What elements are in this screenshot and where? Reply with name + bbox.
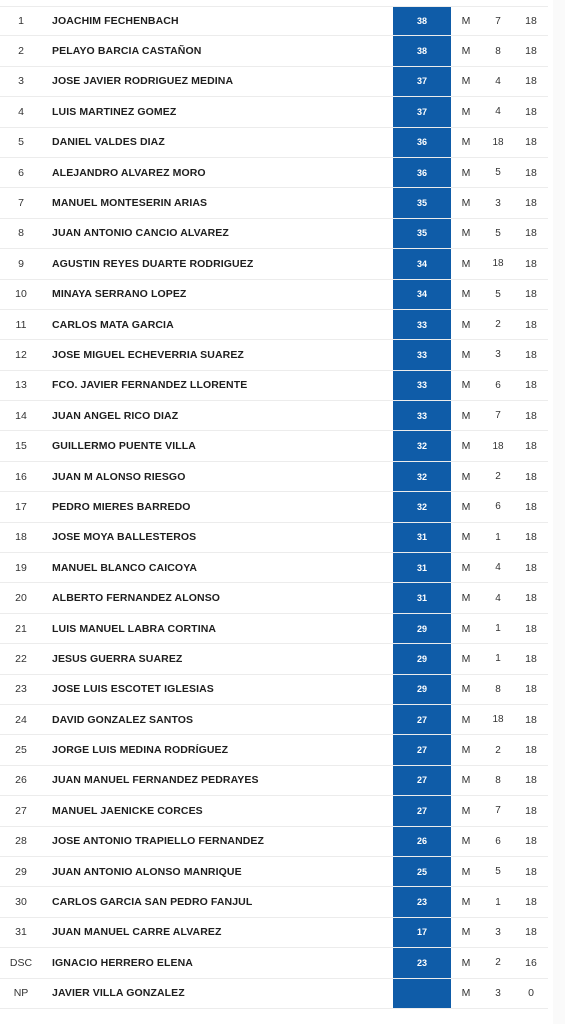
category-cell: 18 xyxy=(492,440,504,452)
category-cell: 18 xyxy=(492,136,504,148)
sex-cell: M xyxy=(461,896,471,909)
sex-cell: M xyxy=(461,318,471,331)
sex-cell: M xyxy=(461,227,471,240)
standings-table xyxy=(0,6,548,1009)
table-row[interactable] xyxy=(0,280,548,310)
player-name: JOSE ANTONIO TRAPIELLO FERNANDEZ xyxy=(52,835,265,848)
player-name: JORGE LUIS MEDINA RODRÍGUEZ xyxy=(52,744,229,757)
rounds-cell: 18 xyxy=(525,136,537,149)
table-row[interactable] xyxy=(0,735,548,765)
category-cell: 1 xyxy=(495,896,501,908)
category-cell: 2 xyxy=(495,957,501,969)
points-badge: 27 xyxy=(393,766,451,795)
position-cell: 5 xyxy=(18,136,24,149)
sex-cell: M xyxy=(461,470,471,483)
rounds-cell: 18 xyxy=(525,470,537,483)
points-badge: 29 xyxy=(393,614,451,643)
table-row[interactable] xyxy=(0,462,548,492)
position-cell: 4 xyxy=(18,105,24,118)
points-badge: 25 xyxy=(393,857,451,886)
position-cell: 17 xyxy=(15,500,27,513)
sex-cell: M xyxy=(461,835,471,848)
points-badge: 32 xyxy=(393,462,451,491)
position-cell: 26 xyxy=(15,774,27,787)
points-badge: 32 xyxy=(393,492,451,521)
table-row[interactable] xyxy=(0,583,548,613)
category-cell: 3 xyxy=(495,987,501,999)
rounds-cell: 18 xyxy=(525,561,537,574)
player-name: CARLOS GARCIA SAN PEDRO FANJUL xyxy=(52,896,253,909)
player-name: ALEJANDRO ALVAREZ MORO xyxy=(52,166,206,179)
rounds-cell: 18 xyxy=(525,348,537,361)
player-name: ALBERTO FERNANDEZ ALONSO xyxy=(52,592,221,605)
rounds-cell: 18 xyxy=(525,622,537,635)
sex-cell: M xyxy=(461,956,471,969)
category-cell: 7 xyxy=(495,805,501,817)
table-row[interactable] xyxy=(0,705,548,735)
player-name: JOACHIM FECHENBACH xyxy=(52,15,179,28)
sex-cell: M xyxy=(461,440,471,453)
player-name: JOSE JAVIER RODRIGUEZ MEDINA xyxy=(52,75,234,88)
rounds-cell: 18 xyxy=(525,926,537,939)
position-cell: 24 xyxy=(15,713,27,726)
table-row[interactable] xyxy=(0,887,548,917)
category-cell: 1 xyxy=(495,531,501,543)
table-row[interactable] xyxy=(0,6,548,36)
points-badge: 17 xyxy=(393,918,451,947)
player-name: DAVID GONZALEZ SANTOS xyxy=(52,713,194,726)
rounds-cell: 18 xyxy=(525,379,537,392)
table-row[interactable] xyxy=(0,310,548,340)
rounds-cell: 18 xyxy=(525,896,537,909)
position-cell: 13 xyxy=(15,379,27,392)
sex-cell: M xyxy=(461,409,471,422)
category-cell: 18 xyxy=(492,714,504,726)
position-cell: 7 xyxy=(18,197,24,210)
player-name: MANUEL JAENICKE CORCES xyxy=(52,804,203,817)
sex-cell: M xyxy=(461,774,471,787)
position-cell: 25 xyxy=(15,744,27,757)
position-cell: 23 xyxy=(15,683,27,696)
table-row[interactable] xyxy=(0,97,548,127)
table-row[interactable] xyxy=(0,614,548,644)
points-badge: 37 xyxy=(393,67,451,96)
sex-cell: M xyxy=(461,166,471,179)
position-cell: 20 xyxy=(15,592,27,605)
scrollbar[interactable] xyxy=(553,0,565,1024)
category-cell: 7 xyxy=(495,15,501,27)
sex-cell: M xyxy=(461,865,471,878)
player-name: JUAN ANTONIO CANCIO ALVAREZ xyxy=(52,227,229,240)
sex-cell: M xyxy=(461,561,471,574)
table-row[interactable] xyxy=(0,675,548,705)
category-cell: 8 xyxy=(495,45,501,57)
points-badge: 36 xyxy=(393,158,451,187)
sex-cell: M xyxy=(461,592,471,605)
rounds-cell: 18 xyxy=(525,592,537,605)
player-name: AGUSTIN REYES DUARTE RODRIGUEZ xyxy=(52,257,254,270)
sex-cell: M xyxy=(461,379,471,392)
category-cell: 6 xyxy=(495,379,501,391)
table-row[interactable] xyxy=(0,766,548,796)
points-badge: 29 xyxy=(393,675,451,704)
points-badge: 33 xyxy=(393,340,451,369)
table-row[interactable] xyxy=(0,188,548,218)
rounds-cell: 18 xyxy=(525,166,537,179)
player-name: JUAN MANUEL CARRE ALVAREZ xyxy=(52,926,222,939)
category-cell: 1 xyxy=(495,623,501,634)
points-badge: 27 xyxy=(393,735,451,764)
position-cell: DSC xyxy=(9,956,33,969)
points-badge: 27 xyxy=(393,796,451,825)
category-cell: 4 xyxy=(495,592,501,604)
sex-cell: M xyxy=(461,45,471,58)
sex-cell: M xyxy=(461,15,471,28)
sex-cell: M xyxy=(461,531,471,544)
player-name: MANUEL MONTESERIN ARIAS xyxy=(52,197,208,210)
position-cell: 29 xyxy=(15,865,27,878)
sex-cell: M xyxy=(461,136,471,149)
points-badge: 35 xyxy=(393,188,451,217)
player-name: JUAN M ALONSO RIESGO xyxy=(52,470,186,483)
points-badge: 26 xyxy=(393,827,451,856)
position-cell: 31 xyxy=(15,926,27,939)
rounds-cell: 18 xyxy=(525,227,537,240)
table-row[interactable] xyxy=(0,401,548,431)
sex-cell: M xyxy=(461,683,471,696)
player-name: FCO. JAVIER FERNANDEZ LLORENTE xyxy=(52,379,248,392)
category-cell: 2 xyxy=(495,471,501,483)
category-cell: 5 xyxy=(495,866,501,878)
position-cell: 2 xyxy=(18,45,24,58)
position-cell: 6 xyxy=(18,166,24,179)
sex-cell: M xyxy=(461,105,471,118)
sex-cell: M xyxy=(461,987,471,1000)
position-cell: 30 xyxy=(15,896,27,909)
category-cell: 4 xyxy=(495,106,501,118)
position-cell: 3 xyxy=(18,75,24,88)
points-badge: 38 xyxy=(393,36,451,65)
rounds-cell: 18 xyxy=(525,75,537,88)
player-name: LUIS MANUEL LABRA CORTINA xyxy=(52,622,217,635)
table-row[interactable] xyxy=(0,128,548,158)
rounds-cell: 18 xyxy=(525,15,537,28)
player-name: JUAN ANGEL RICO DIAZ xyxy=(52,409,179,422)
sex-cell: M xyxy=(461,622,471,635)
category-cell: 18 xyxy=(492,258,504,270)
category-cell: 6 xyxy=(495,835,501,847)
rounds-cell: 16 xyxy=(525,956,537,969)
rounds-cell: 18 xyxy=(525,45,537,58)
position-cell: 9 xyxy=(18,257,24,270)
position-cell: 14 xyxy=(15,409,27,422)
table-row[interactable] xyxy=(0,857,548,887)
rounds-cell: 18 xyxy=(525,409,537,422)
position-cell: 8 xyxy=(18,227,24,240)
points-badge: 32 xyxy=(393,431,451,460)
category-cell: 4 xyxy=(495,75,501,87)
points-badge: 33 xyxy=(393,310,451,339)
position-cell: 22 xyxy=(15,652,27,665)
table-row[interactable] xyxy=(0,827,548,857)
sex-cell: M xyxy=(461,75,471,88)
position-cell: 27 xyxy=(15,804,27,817)
sex-cell: M xyxy=(461,348,471,361)
rounds-cell: 18 xyxy=(525,683,537,696)
category-cell: 7 xyxy=(495,410,501,422)
position-cell: 12 xyxy=(15,348,27,361)
player-name: MANUEL BLANCO CAICOYA xyxy=(52,561,198,574)
rounds-cell: 0 xyxy=(528,987,534,1000)
player-name: MINAYA SERRANO LOPEZ xyxy=(52,288,187,301)
points-badge: 29 xyxy=(393,644,451,673)
position-cell: 1 xyxy=(18,15,24,28)
points-badge: 36 xyxy=(393,128,451,157)
position-cell: 19 xyxy=(15,561,27,574)
category-cell: 5 xyxy=(495,227,501,239)
rounds-cell: 18 xyxy=(525,440,537,453)
player-name: JOSE MOYA BALLESTEROS xyxy=(52,531,197,544)
category-cell: 1 xyxy=(495,653,501,665)
player-name: JUAN MANUEL FERNANDEZ PEDRAYES xyxy=(52,774,259,787)
category-cell: 2 xyxy=(495,319,501,331)
table-row[interactable] xyxy=(0,918,548,948)
points-badge: 31 xyxy=(393,523,451,552)
position-cell: 10 xyxy=(15,288,27,301)
rounds-cell: 18 xyxy=(525,197,537,210)
player-name: JOSE LUIS ESCOTET IGLESIAS xyxy=(52,683,214,696)
category-cell: 4 xyxy=(495,562,501,574)
rounds-cell: 18 xyxy=(525,500,537,513)
rounds-cell: 18 xyxy=(525,318,537,331)
table-row[interactable] xyxy=(0,492,548,522)
rounds-cell: 18 xyxy=(525,105,537,118)
points-badge: 34 xyxy=(393,249,451,278)
table-row[interactable] xyxy=(0,67,548,97)
points-badge: 23 xyxy=(393,948,451,977)
points-badge: 23 xyxy=(393,887,451,916)
player-name: CARLOS MATA GARCIA xyxy=(52,318,174,331)
player-name: LUIS MARTINEZ GOMEZ xyxy=(52,105,177,118)
rounds-cell: 18 xyxy=(525,652,537,665)
table-row[interactable] xyxy=(0,340,548,370)
points-badge: 31 xyxy=(393,583,451,612)
points-badge: 34 xyxy=(393,280,451,309)
rounds-cell: 18 xyxy=(525,744,537,757)
category-cell: 3 xyxy=(495,926,501,938)
rounds-cell: 18 xyxy=(525,257,537,270)
position-cell: 11 xyxy=(15,318,27,331)
sex-cell: M xyxy=(461,713,471,726)
player-name: DANIEL VALDES DIAZ xyxy=(52,136,165,149)
position-cell: 16 xyxy=(15,470,27,483)
player-name: JESUS GUERRA SUAREZ xyxy=(52,652,183,665)
sex-cell: M xyxy=(461,197,471,210)
player-name: GUILLERMO PUENTE VILLA xyxy=(52,440,196,453)
rounds-cell: 18 xyxy=(525,804,537,817)
points-badge: 33 xyxy=(393,371,451,400)
points-badge: 38 xyxy=(393,7,451,35)
table-row[interactable] xyxy=(0,644,548,674)
category-cell: 5 xyxy=(495,167,501,179)
table-row[interactable] xyxy=(0,219,548,249)
table-row[interactable] xyxy=(0,796,548,826)
points-badge: 33 xyxy=(393,401,451,430)
category-cell: 5 xyxy=(495,288,501,300)
rounds-cell: 18 xyxy=(525,865,537,878)
table-row[interactable] xyxy=(0,553,548,583)
rounds-cell: 18 xyxy=(525,288,537,301)
player-name: JOSE MIGUEL ECHEVERRIA SUAREZ xyxy=(52,348,244,361)
position-cell: 21 xyxy=(15,622,27,635)
category-cell: 2 xyxy=(495,744,501,756)
player-name: PELAYO BARCIA CASTAÑON xyxy=(52,45,202,58)
rounds-cell: 18 xyxy=(525,774,537,787)
table-row[interactable] xyxy=(0,979,548,1009)
table-row[interactable] xyxy=(0,948,548,978)
sex-cell: M xyxy=(461,804,471,817)
table-row[interactable] xyxy=(0,431,548,461)
sex-cell: M xyxy=(461,652,471,665)
position-cell: 28 xyxy=(15,835,27,848)
points-badge: 31 xyxy=(393,553,451,582)
category-cell: 8 xyxy=(495,683,501,695)
points-badge: 35 xyxy=(393,219,451,248)
sex-cell: M xyxy=(461,926,471,939)
points-badge xyxy=(393,979,451,1008)
sex-cell: M xyxy=(461,288,471,301)
position-cell: 15 xyxy=(15,440,27,453)
sex-cell: M xyxy=(461,257,471,270)
table-row[interactable] xyxy=(0,249,548,279)
category-cell: 3 xyxy=(495,349,501,361)
rounds-cell: 18 xyxy=(525,531,537,544)
points-badge: 37 xyxy=(393,97,451,126)
table-row[interactable] xyxy=(0,158,548,188)
rounds-cell: 18 xyxy=(525,835,537,848)
position-cell: NP xyxy=(13,987,29,1000)
category-cell: 3 xyxy=(495,197,501,209)
table-row[interactable] xyxy=(0,371,548,401)
player-name: PEDRO MIERES BARREDO xyxy=(52,500,191,513)
table-row[interactable] xyxy=(0,36,548,66)
player-name: IGNACIO HERRERO ELENA xyxy=(52,956,193,969)
rounds-cell: 18 xyxy=(525,713,537,726)
player-name: JUAN ANTONIO ALONSO MANRIQUE xyxy=(52,865,242,878)
table-row[interactable] xyxy=(0,523,548,553)
sex-cell: M xyxy=(461,500,471,513)
category-cell: 6 xyxy=(495,501,501,513)
player-name: JAVIER VILLA GONZALEZ xyxy=(52,987,185,1000)
category-cell: 8 xyxy=(495,774,501,786)
position-cell: 18 xyxy=(15,531,27,544)
sex-cell: M xyxy=(461,744,471,757)
points-badge: 27 xyxy=(393,705,451,734)
